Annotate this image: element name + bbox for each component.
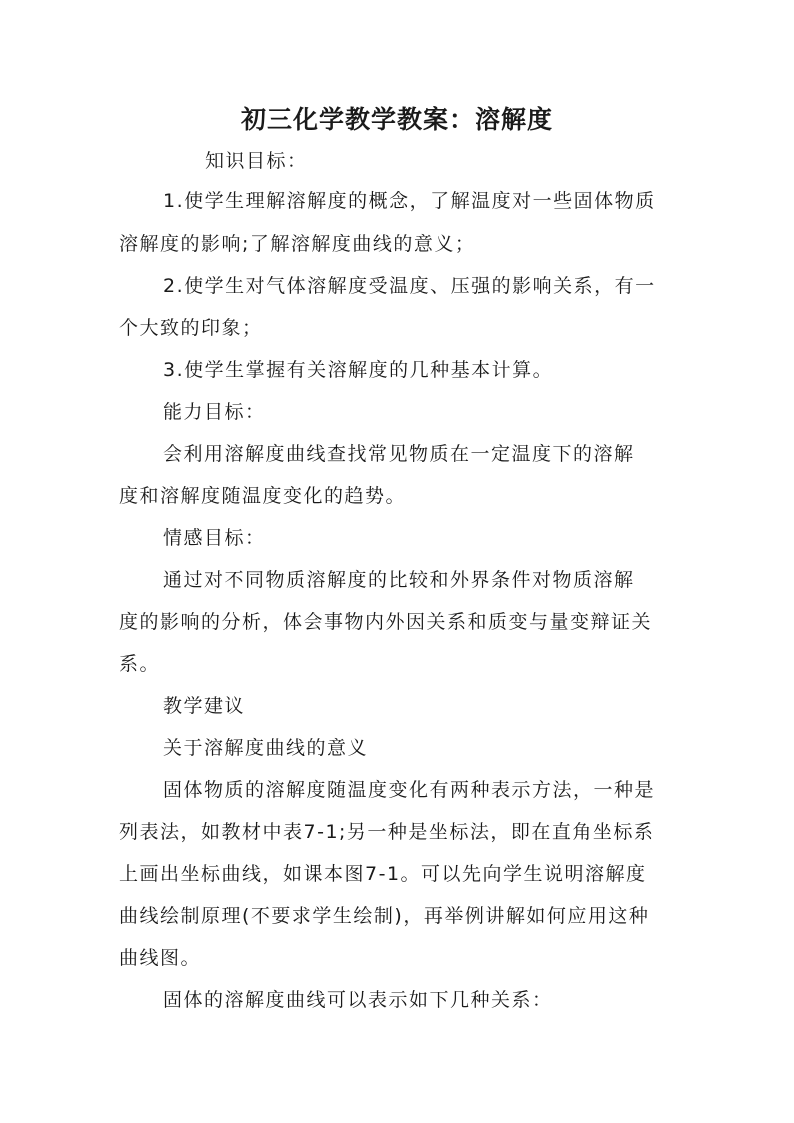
text-line-relations-intro: 固体的溶解度曲线可以表示如下几种关系：: [163, 989, 553, 1011]
text-line-goal-2a: 2.使学生对气体溶解度受温度、压强的影响关系，有一: [163, 275, 656, 297]
text-line-knowledge-goal-heading: 知识目标：: [205, 150, 308, 172]
text-line-emotion-c: 系。: [119, 653, 161, 675]
text-line-ability-b: 度和溶解度随温度变化的趋势。: [119, 485, 407, 507]
text-line-para-e: 曲线图。: [119, 947, 202, 969]
text-line-para-d: 曲线绘制原理(不要求学生绘制)，再举例讲解如何应用这种: [119, 905, 650, 927]
text-line-emotion-a: 通过对不同物质溶解度的比较和外界条件对物质溶解: [163, 569, 635, 591]
document-title: 初三化学教学教案：溶解度: [240, 105, 553, 134]
text-line-goal-1b: 溶解度的影响;了解溶解度曲线的意义；: [119, 233, 476, 255]
text-line-teaching-advice-heading: 教学建议: [163, 695, 246, 717]
text-line-para-b: 列表法，如教材中表7-1;另一种是坐标法，即在直角坐标系: [119, 821, 655, 843]
text-line-para-c: 上画出坐标曲线，如课本图7-1。可以先向学生说明溶解度: [119, 863, 647, 885]
text-line-emotion-goal-heading: 情感目标：: [163, 527, 266, 549]
text-line-emotion-b: 度的影响的分析，体会事物内外因关系和质变与量变辩证关: [119, 611, 653, 633]
text-line-goal-3: 3.使学生掌握有关溶解度的几种基本计算。: [163, 359, 554, 381]
text-line-para-a: 固体物质的溶解度随温度变化有两种表示方法，一种是: [163, 779, 656, 801]
text-line-curve-meaning-heading: 关于溶解度曲线的意义: [163, 737, 369, 759]
text-line-goal-1a: 1.使学生理解溶解度的概念，了解温度对一些固体物质: [163, 190, 656, 212]
text-line-ability-a: 会利用溶解度曲线查找常见物质在一定温度下的溶解: [163, 443, 635, 465]
text-line-ability-goal-heading: 能力目标：: [163, 401, 266, 423]
text-line-goal-2b: 个大致的印象；: [119, 317, 263, 339]
